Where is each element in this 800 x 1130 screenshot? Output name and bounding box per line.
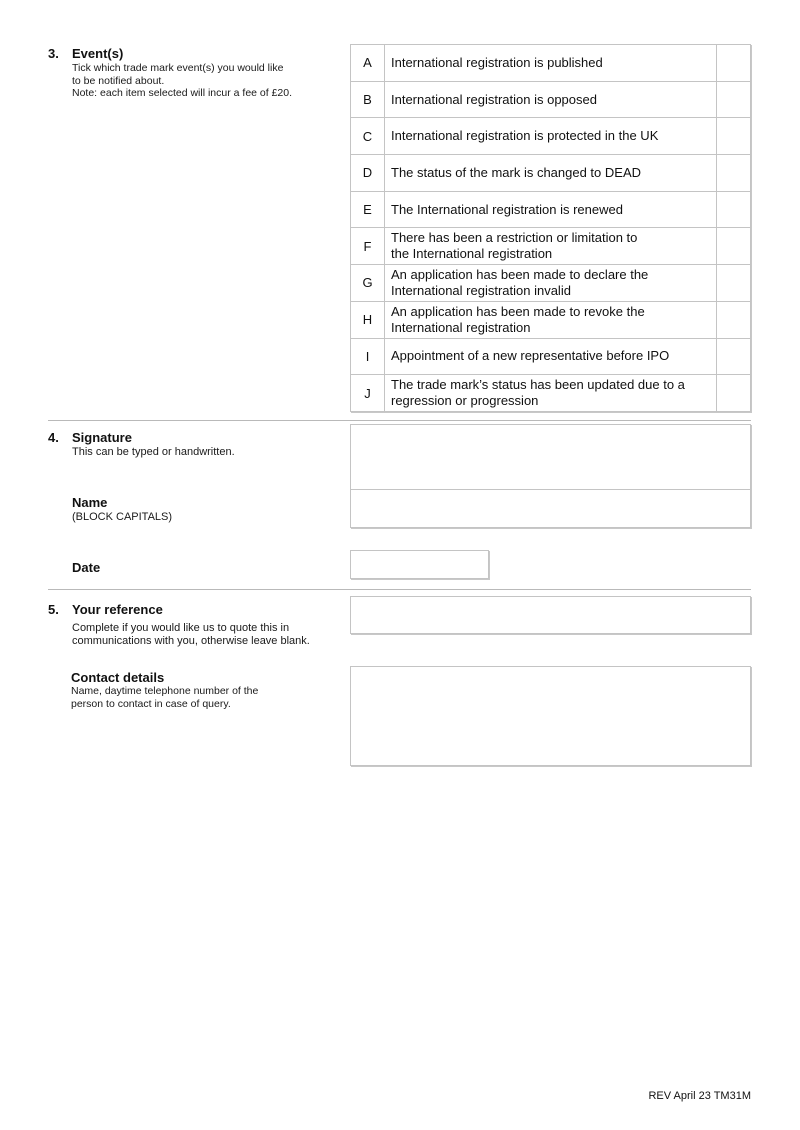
- contact-details-field[interactable]: [350, 666, 751, 766]
- event-letter: B: [351, 81, 385, 118]
- contact-details-hint: [71, 685, 331, 710]
- date-field[interactable]: [350, 550, 489, 579]
- event-tick-box-g[interactable]: [717, 265, 751, 302]
- reference-hint: [72, 622, 342, 648]
- event-tick-box-h[interactable]: [717, 301, 751, 338]
- contact-details-title: Contact details: [71, 670, 165, 685]
- event-row-j: [351, 375, 751, 412]
- event-letter: A: [351, 45, 385, 82]
- event-description-line: An application has been made to declare the: [391, 266, 649, 282]
- event-row-e: [351, 191, 751, 228]
- signature-field[interactable]: [350, 424, 751, 490]
- section-3-instructions: [72, 62, 342, 100]
- event-tick-box-a[interactable]: [717, 45, 751, 82]
- event-tick-box-c[interactable]: [717, 118, 751, 155]
- event-description: [385, 375, 717, 412]
- event-description-line: An application has been made to revoke the: [391, 303, 645, 319]
- event-description-line: International registration is published: [391, 54, 603, 70]
- events-table-body: [351, 45, 751, 412]
- hint-line: Complete if you would like us to quote this in: [72, 622, 290, 634]
- event-description-line: the International registration: [391, 246, 553, 262]
- instruction-line: to be notified about.: [72, 74, 165, 87]
- your-reference-field[interactable]: [350, 596, 751, 634]
- event-description-line: International registration invalid: [391, 282, 571, 298]
- event-row-i: [351, 338, 751, 375]
- hint-line: communications with you, otherwise leave blank.: [72, 635, 310, 647]
- section-divider: [48, 420, 751, 421]
- event-description: [385, 228, 717, 265]
- event-letter: G: [351, 265, 385, 302]
- date-label: Date: [72, 560, 101, 575]
- section-5-title: Your reference: [72, 602, 163, 617]
- event-description: [385, 191, 717, 228]
- instruction-line: Tick which trade mark event(s) you would like: [72, 62, 284, 74]
- section-5-number: 5.: [48, 602, 59, 617]
- event-letter: H: [351, 301, 385, 338]
- section-divider: [48, 589, 751, 590]
- event-description-line: The International registration is renewed: [391, 201, 623, 217]
- revision-code: REV April 23 TM31M: [648, 1090, 751, 1102]
- event-letter: D: [351, 155, 385, 192]
- event-description-line: International registration: [391, 319, 531, 335]
- event-description-line: regression or progression: [391, 393, 539, 409]
- event-tick-box-e[interactable]: [717, 191, 751, 228]
- event-description-line: Appointment of a new representative before IPO: [391, 348, 670, 364]
- event-letter: I: [351, 338, 385, 375]
- event-row-c: [351, 118, 751, 155]
- event-tick-box-b[interactable]: [717, 81, 751, 118]
- section-3-title: Event(s): [72, 46, 124, 61]
- section-4-title: Signature: [72, 430, 132, 445]
- event-description-line: The status of the mark is changed to DEAD: [391, 164, 642, 180]
- event-description: [385, 155, 717, 192]
- event-description: [385, 81, 717, 118]
- event-tick-box-i[interactable]: [717, 338, 751, 375]
- event-description-line: International registration is opposed: [391, 91, 597, 107]
- event-tick-box-d[interactable]: [717, 155, 751, 192]
- event-description-line: International registration is protected in the UK: [391, 128, 659, 144]
- event-description: [385, 338, 717, 375]
- section-4-number: 4.: [48, 430, 59, 445]
- hint-line: Name, daytime telephone number of the: [71, 685, 259, 697]
- event-description-line: The trade mark’s status has been updated due to a: [391, 377, 685, 393]
- event-description: [385, 301, 717, 338]
- event-row-g: [351, 265, 751, 302]
- event-row-b: [351, 81, 751, 118]
- event-tick-box-f[interactable]: [717, 228, 751, 265]
- event-row-h: [351, 301, 751, 338]
- name-label: Name: [72, 495, 108, 510]
- event-description: [385, 265, 717, 302]
- event-row-a: [351, 45, 751, 82]
- events-table: [350, 44, 751, 412]
- section-3-number: 3.: [48, 46, 59, 61]
- event-description-line: There has been a restriction or limitation to: [391, 230, 638, 246]
- event-row-f: [351, 228, 751, 265]
- event-letter: J: [351, 375, 385, 412]
- event-row-d: [351, 155, 751, 192]
- fee-note: Note: each item selected will incur a fee of £20.: [72, 87, 293, 99]
- name-field[interactable]: [350, 489, 751, 528]
- hint-line: person to contact in case of query.: [71, 697, 231, 710]
- event-description: [385, 45, 717, 82]
- signature-hint: This can be typed or handwritten.: [72, 446, 235, 458]
- event-description: [385, 118, 717, 155]
- name-hint: (BLOCK CAPITALS): [72, 511, 173, 523]
- event-letter: C: [351, 118, 385, 155]
- event-tick-box-j[interactable]: [717, 375, 751, 412]
- event-letter: E: [351, 191, 385, 228]
- event-letter: F: [351, 228, 385, 265]
